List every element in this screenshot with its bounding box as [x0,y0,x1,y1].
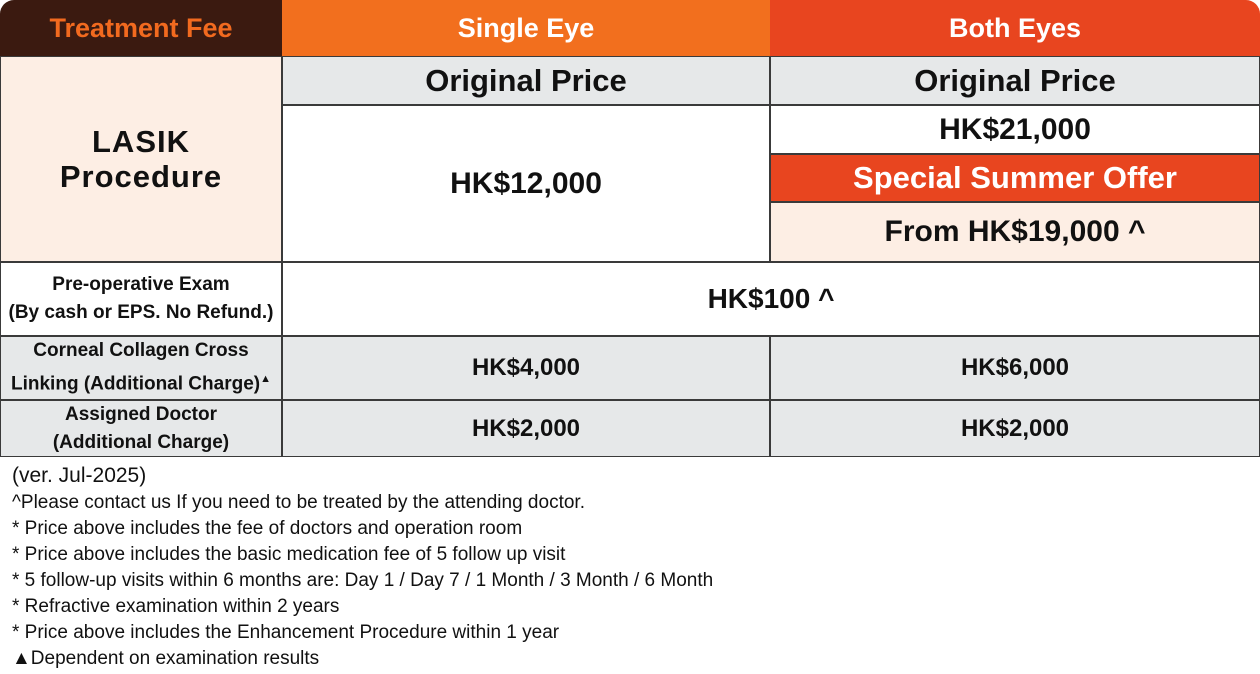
cross-linking-both-price: HK$6,000 [770,336,1260,400]
lasik-label-line2: Procedure [59,159,223,194]
pre-op-exam-label [0,262,282,336]
header-single-eye: Single Eye [282,0,770,56]
both-lasik-price: HK$21,000 [770,105,1260,154]
note-item: * 5 follow-up visits within 6 months are: Day 1 / Day 7 / 1 Month / 3 Month / 6 Month [12,570,714,591]
assigned-doctor-label-line1: Assigned Doctor [64,403,218,425]
single-lasik-price: HK$12,000 [282,105,770,262]
assigned-doctor-both-price: HK$2,000 [770,400,1260,457]
pre-op-label-line1: Pre-operative Exam [52,274,230,295]
cross-linking-label [0,336,282,400]
header-treatment-fee: Treatment Fee [0,0,282,56]
cross-linking-label-line1: Corneal Collagen Cross [33,340,249,362]
single-original-price-label: Original Price [282,56,770,105]
header-both-eyes: Both Eyes [770,0,1260,56]
pre-op-exam-price: HK$100 ^ [282,262,1260,336]
both-original-price-label: Original Price [770,56,1260,105]
note-item: * Price above includes the fee of doctors and operation room [12,518,523,539]
footnotes [12,462,1242,672]
special-offer-price: From HK$19,000 ^ [770,202,1260,262]
note-item: * Refractive examination within 2 years [12,596,340,617]
cross-linking-label-line2-wrap [11,365,271,398]
lasik-procedure-label [0,56,282,262]
lasik-label-line1: LASIK [92,124,190,159]
assigned-doctor-single-price: HK$2,000 [282,400,770,457]
note-item: ^Please contact us If you need to be treated by the attending doctor. [12,492,585,513]
assigned-doctor-label [0,400,282,457]
version-note: (ver. Jul-2025) [12,464,147,487]
note-item: ▲Dependent on examination results [12,648,320,669]
note-item: * Price above includes the Enhancement Procedure within 1 year [12,622,560,643]
pre-op-label-line2: (By cash or EPS. No Refund.) [8,302,274,323]
cross-linking-single-price: HK$4,000 [282,336,770,400]
assigned-doctor-label-line2: (Additional Charge) [52,431,230,453]
cross-linking-label-line2: Linking (Additional Charge) [11,373,261,395]
special-summer-offer-label: Special Summer Offer [770,154,1260,202]
triangle-marker-icon: ▲ [260,373,271,386]
note-item: * Price above includes the basic medication fee of 5 follow up visit [12,544,566,565]
